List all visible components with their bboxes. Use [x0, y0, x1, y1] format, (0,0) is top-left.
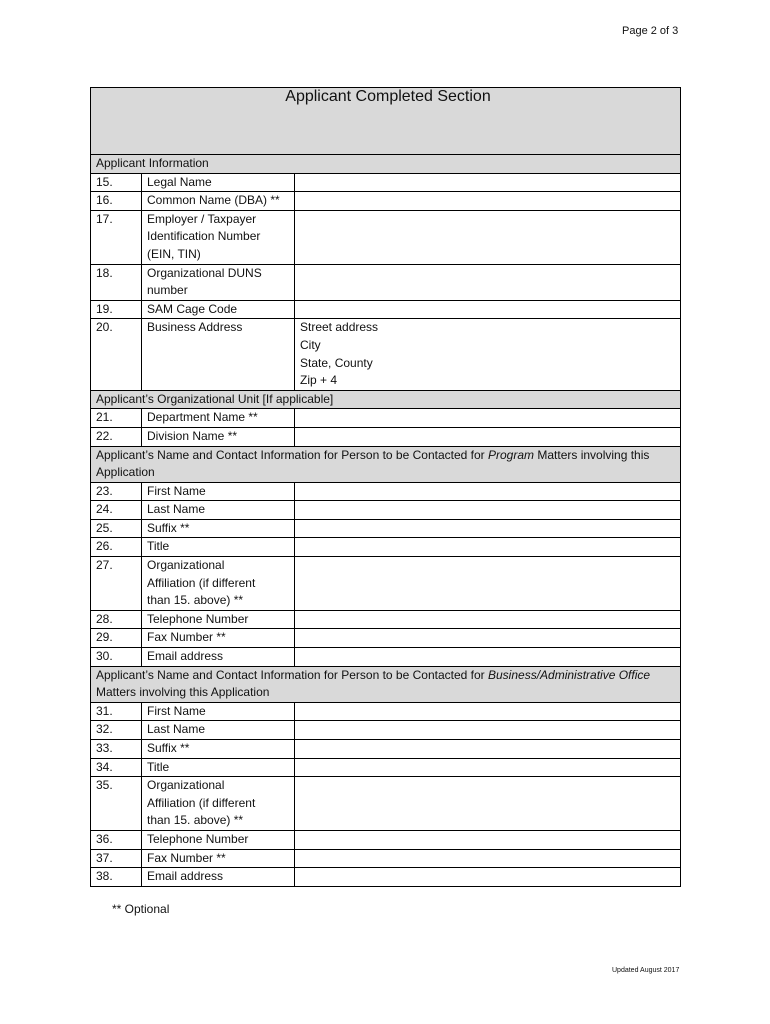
- table-row: [91, 538, 681, 557]
- table-row: [91, 721, 681, 740]
- table-row: [91, 830, 681, 849]
- address-line: Zip + 4: [300, 373, 338, 388]
- table-row: [91, 210, 681, 264]
- row-number: 31.: [91, 702, 142, 721]
- program-title-field[interactable]: [295, 538, 681, 557]
- row-number: 17.: [91, 210, 142, 264]
- field-label: Business Address: [142, 319, 295, 390]
- page-number: Page 2 of 3: [622, 25, 679, 37]
- row-number: 38.: [91, 868, 142, 887]
- business-title-field[interactable]: [295, 758, 681, 777]
- section-header-business-contact: [91, 666, 681, 702]
- table-row: [91, 482, 681, 501]
- field-label: First Name: [142, 702, 295, 721]
- field-label: Division Name **: [142, 427, 295, 446]
- field-label: Title: [142, 758, 295, 777]
- row-number: 21.: [91, 409, 142, 428]
- program-suffix-field[interactable]: [295, 519, 681, 538]
- table-row: [91, 610, 681, 629]
- business-last-name-field[interactable]: [295, 721, 681, 740]
- table-row: [91, 501, 681, 520]
- table-row: [91, 519, 681, 538]
- table-row: [91, 648, 681, 667]
- common-name-field[interactable]: [295, 192, 681, 211]
- business-email-field[interactable]: [295, 868, 681, 887]
- row-number: 25.: [91, 519, 142, 538]
- table-row: [91, 192, 681, 211]
- row-number: 24.: [91, 501, 142, 520]
- row-number: 23.: [91, 482, 142, 501]
- field-label: Last Name: [142, 721, 295, 740]
- field-label: Common Name (DBA) **: [142, 192, 295, 211]
- applicant-form-table: [90, 87, 681, 887]
- field-label: [142, 264, 295, 300]
- row-number: 15.: [91, 173, 142, 192]
- field-label: SAM Cage Code: [142, 300, 295, 319]
- header-text: Matters involving this Application: [96, 447, 650, 480]
- field-label: [142, 210, 295, 264]
- address-line: City: [300, 337, 321, 352]
- row-number: 36.: [91, 830, 142, 849]
- section-header-org-unit: Applicant’s Organizational Unit [If applicable]: [91, 390, 681, 409]
- field-label-line: Identification Number: [147, 229, 261, 244]
- field-label: [142, 557, 295, 611]
- address-line: State, County: [300, 355, 373, 370]
- table-row: [91, 849, 681, 868]
- field-label-line: number: [147, 283, 188, 298]
- table-row: [91, 868, 681, 887]
- field-label-line: Organizational: [147, 778, 225, 793]
- field-label: Last Name: [142, 501, 295, 520]
- program-last-name-field[interactable]: [295, 501, 681, 520]
- row-number: 22.: [91, 427, 142, 446]
- field-label-line: Organizational: [147, 558, 225, 573]
- program-telephone-field[interactable]: [295, 610, 681, 629]
- table-row: [91, 300, 681, 319]
- sam-cage-code-field[interactable]: [295, 300, 681, 319]
- field-label: Fax Number **: [142, 849, 295, 868]
- field-label: Suffix **: [142, 740, 295, 759]
- business-suffix-field[interactable]: [295, 740, 681, 759]
- row-number: 37.: [91, 849, 142, 868]
- field-label-line: Organizational DUNS: [147, 265, 262, 280]
- row-number: 18.: [91, 264, 142, 300]
- section-title: Applicant Completed Section: [91, 88, 681, 155]
- header-text: Matters involving this Application: [96, 685, 270, 700]
- row-number: 35.: [91, 777, 142, 831]
- field-label: Telephone Number: [142, 830, 295, 849]
- ein-tin-field[interactable]: [295, 210, 681, 264]
- field-label-line: than 15. above) **: [147, 593, 244, 608]
- field-label-line: Affiliation (if different: [147, 575, 256, 590]
- department-name-field[interactable]: [295, 409, 681, 428]
- table-row: [91, 758, 681, 777]
- row-number: 30.: [91, 648, 142, 667]
- business-address-field[interactable]: [295, 319, 681, 390]
- address-line: Street address: [300, 320, 379, 335]
- business-first-name-field[interactable]: [295, 702, 681, 721]
- table-row: [91, 557, 681, 611]
- program-fax-field[interactable]: [295, 629, 681, 648]
- field-label-line: Employer / Taxpayer: [147, 211, 257, 226]
- row-number: 20.: [91, 319, 142, 390]
- row-number: 33.: [91, 740, 142, 759]
- division-name-field[interactable]: [295, 427, 681, 446]
- business-affiliation-field[interactable]: [295, 777, 681, 831]
- field-label-line: Affiliation (if different: [147, 795, 256, 810]
- header-text: Applicant’s Name and Contact Information for Person to be Contacted for: [96, 667, 488, 682]
- table-row: [91, 427, 681, 446]
- table-row: [91, 264, 681, 300]
- field-label: Fax Number **: [142, 629, 295, 648]
- program-affiliation-field[interactable]: [295, 557, 681, 611]
- row-number: 19.: [91, 300, 142, 319]
- field-label: Suffix **: [142, 519, 295, 538]
- table-row: [91, 740, 681, 759]
- legal-name-field[interactable]: [295, 173, 681, 192]
- business-telephone-field[interactable]: [295, 830, 681, 849]
- field-label: Email address: [142, 648, 295, 667]
- updated-note: Updated August 2017: [612, 967, 680, 974]
- row-number: 32.: [91, 721, 142, 740]
- business-fax-field[interactable]: [295, 849, 681, 868]
- table-row: [91, 319, 681, 390]
- duns-field[interactable]: [295, 264, 681, 300]
- field-label: Legal Name: [142, 173, 295, 192]
- field-label: Title: [142, 538, 295, 557]
- section-header-applicant-info: Applicant Information: [91, 155, 681, 174]
- table-row: [91, 409, 681, 428]
- row-number: 16.: [91, 192, 142, 211]
- field-label: Department Name **: [142, 409, 295, 428]
- section-header-program-contact: [91, 446, 681, 482]
- field-label: First Name: [142, 482, 295, 501]
- field-label-line: (EIN, TIN): [147, 246, 201, 261]
- field-label: Telephone Number: [142, 610, 295, 629]
- row-number: 34.: [91, 758, 142, 777]
- field-label: [142, 777, 295, 831]
- row-number: 27.: [91, 557, 142, 611]
- table-row: [91, 777, 681, 831]
- header-emphasis: Program: [488, 447, 535, 462]
- table-row: [91, 173, 681, 192]
- table-row: [91, 702, 681, 721]
- table-row: [91, 629, 681, 648]
- row-number: 26.: [91, 538, 142, 557]
- program-email-field[interactable]: [295, 648, 681, 667]
- field-label-line: than 15. above) **: [147, 813, 244, 828]
- row-number: 28.: [91, 610, 142, 629]
- header-text: Applicant’s Name and Contact Information for Person to be Contacted for: [96, 447, 488, 462]
- header-emphasis: Business/Administrative Office: [488, 667, 651, 682]
- row-number: 29.: [91, 629, 142, 648]
- program-first-name-field[interactable]: [295, 482, 681, 501]
- field-label: Email address: [142, 868, 295, 887]
- optional-note: ** Optional: [112, 902, 170, 916]
